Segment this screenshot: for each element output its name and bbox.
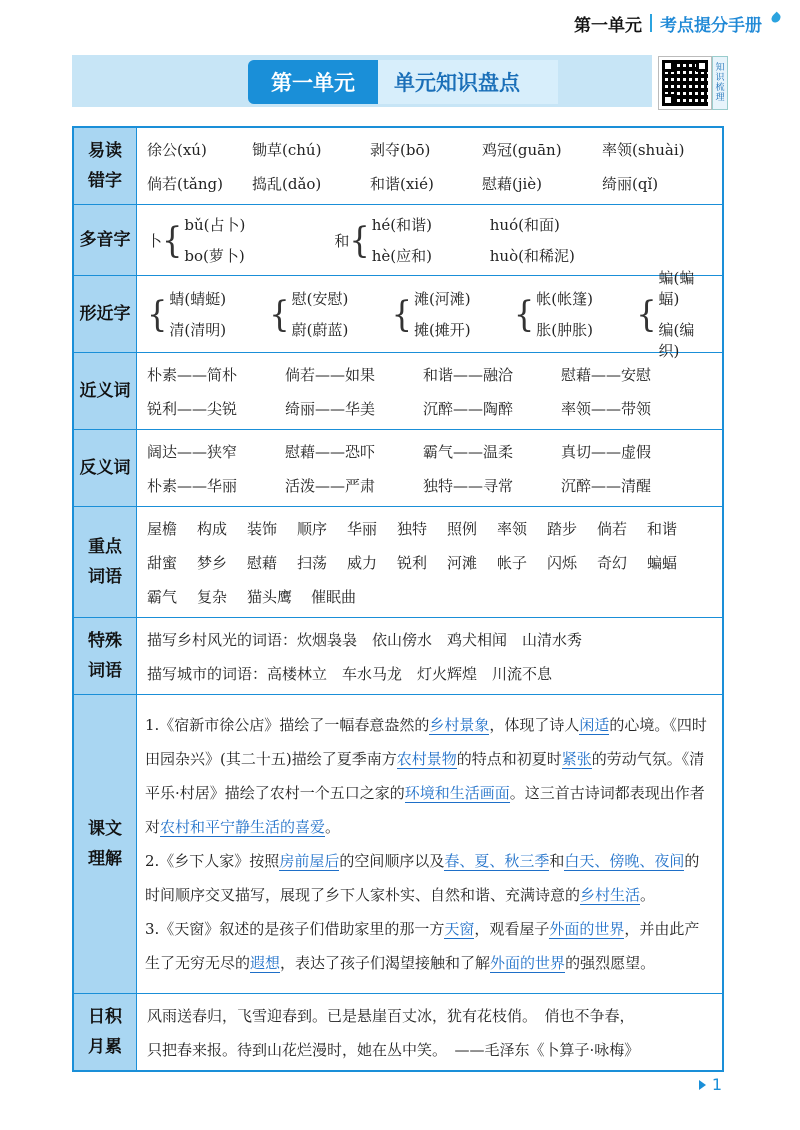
similar-pair <box>169 288 269 340</box>
label-line: 课文 <box>88 819 122 839</box>
key-word: 催眠曲 <box>311 587 357 606</box>
word-item: 倘若(tǎng) <box>147 174 223 193</box>
key-word: 梦乡 <box>197 553 228 572</box>
header-divider <box>650 14 652 32</box>
banner-unit-tab: 第一单元 <box>248 60 378 104</box>
word-row <box>147 468 712 502</box>
qr-code-icon[interactable] <box>658 56 712 110</box>
label-line: 重点 <box>88 537 122 557</box>
section-text-understanding <box>73 695 723 994</box>
word-row <box>147 391 712 425</box>
section-label: 近义词 <box>73 353 137 430</box>
polyphone-char: 和 <box>334 231 350 250</box>
paragraph-text: 。这三首古诗词都表现出作者对 <box>145 784 705 836</box>
banner-title: 单元知识盘点 <box>378 60 558 104</box>
paragraph-1 <box>145 708 714 844</box>
highlighted-answer: 农村和平宁静生活的喜爱 <box>160 818 326 836</box>
key-word: 蝙蝠 <box>647 553 678 572</box>
key-word: 踏步 <box>547 519 578 538</box>
section-label: 多音字 <box>73 205 137 276</box>
reading-stack <box>372 214 490 266</box>
key-word: 威力 <box>347 553 378 572</box>
paragraph-text: 。 <box>325 818 341 836</box>
highlighted-answer: 白天、傍晚、夜间 <box>564 852 685 870</box>
drop-icon <box>770 12 783 25</box>
section-easy-wrong <box>73 127 723 205</box>
reading-item: bo(萝卜) <box>184 247 245 265</box>
key-word: 和谐 <box>647 519 678 538</box>
brace-icon: { <box>391 293 412 335</box>
key-word: 霸气 <box>147 587 178 606</box>
paragraph-text: 的劳动气氛。《清平乐·村居》描绘了农村一个五口之家的 <box>145 750 705 802</box>
section-content <box>137 353 724 430</box>
section-label <box>73 127 137 205</box>
section-similar-form <box>73 276 723 353</box>
highlighted-answer: 紧张 <box>561 750 592 768</box>
similar-item: 蔚(蔚蓝) <box>291 321 349 339</box>
section-content <box>137 430 724 507</box>
similar-item: 蝙(蝙蝠) <box>658 269 695 308</box>
label-line: 词语 <box>88 567 122 587</box>
word-pair: 朴素——华丽 <box>147 476 238 495</box>
word-item: 徐公(xú) <box>147 140 207 159</box>
similar-pair <box>659 267 712 361</box>
section-label <box>73 507 137 618</box>
similar-item: 胀(肿胀) <box>536 321 593 339</box>
paragraph-text: 2.《乡下人家》按照 <box>145 852 280 870</box>
paragraph-text: 的强烈愿望。 <box>565 954 656 972</box>
section-key-words <box>73 507 723 618</box>
word-pair: 率领——带领 <box>561 399 652 418</box>
word-item: 剥夺(bō) <box>370 140 431 159</box>
word-pair: 活泼——严肃 <box>285 476 376 495</box>
word-row <box>147 434 712 468</box>
label-line: 日积 <box>88 1007 122 1027</box>
paragraph-text: ，观看屋子 <box>474 920 550 938</box>
reading-stack <box>184 214 324 266</box>
highlighted-answer: 乡村生活 <box>580 886 641 904</box>
qr-label: 知识梳理 <box>712 56 728 110</box>
similar-pair <box>536 288 636 340</box>
reading-item: bǔ(占卜) <box>184 216 246 234</box>
word-pair: 沉醉——清醒 <box>561 476 652 495</box>
key-word: 帐子 <box>497 553 528 572</box>
paragraph-text: 的特点和初夏时 <box>456 750 562 768</box>
page-number <box>699 1075 722 1094</box>
label-line: 错字 <box>88 171 122 191</box>
header-book-title: 考点提分手册 <box>660 15 762 36</box>
section-label <box>73 695 137 994</box>
paragraph-text: ，并由此产生了无穷无尽的 <box>145 920 700 972</box>
brace-icon: { <box>162 219 183 261</box>
polyphone-char: 卜 <box>147 231 163 250</box>
key-word: 扫荡 <box>297 553 328 572</box>
section-content <box>137 994 724 1072</box>
section-label <box>73 618 137 695</box>
section-antonyms <box>73 430 723 507</box>
highlighted-answer: 天窗 <box>444 920 475 938</box>
key-word: 倘若 <box>597 519 628 538</box>
word-row <box>147 357 712 391</box>
header-unit: 第一单元 <box>574 15 642 36</box>
key-word: 锐利 <box>397 553 428 572</box>
brace-icon: { <box>513 293 535 335</box>
page-header <box>574 8 780 38</box>
paragraph-text: 和 <box>549 852 565 870</box>
word-pair: 和谐——融洽 <box>423 365 514 384</box>
word-pair: 倘若——如果 <box>285 365 376 384</box>
special-line: 描写城市的词语：高楼林立 车水马龙 灯火辉煌 川流不息 <box>147 664 553 683</box>
key-word: 猫头鹰 <box>247 587 293 606</box>
label-line: 词语 <box>88 661 122 681</box>
word-pair: 慰藉——恐吓 <box>285 442 376 461</box>
reading-item: huó(和面) <box>489 216 560 234</box>
word-pair: 沉醉——陶醉 <box>423 399 514 418</box>
highlighted-answer: 外面的世界 <box>549 920 625 938</box>
word-pair: 独特——寻常 <box>423 476 514 495</box>
section-content <box>137 507 724 618</box>
word-pair: 霸气——温柔 <box>423 442 514 461</box>
word-row <box>147 511 712 545</box>
similar-pair <box>414 288 514 340</box>
similar-pair <box>292 288 392 340</box>
key-word: 奇幻 <box>597 553 628 572</box>
key-word: 屋檐 <box>147 519 178 538</box>
poem-line: 风雨送春归，飞雪迎春到。已是悬崖百丈冰，犹有花枝俏。 俏也不争春， <box>147 1006 635 1025</box>
highlighted-answer: 外面的世界 <box>490 954 566 972</box>
similar-item: 帐(帐篷) <box>536 290 593 308</box>
brace-icon: { <box>147 293 168 335</box>
paragraph-text: 的心境。《四时田园杂兴》(其二十五)描绘了夏季南方 <box>145 716 707 768</box>
label-line: 理解 <box>88 849 122 869</box>
paragraph-text: ，体现了诗人 <box>489 716 580 734</box>
similar-item: 蜻(蜻蜓) <box>169 290 227 308</box>
key-word: 河滩 <box>447 553 478 572</box>
word-item: 慰藉(jiè) <box>482 174 543 193</box>
key-word: 构成 <box>197 519 228 538</box>
word-pair: 阔达——狭窄 <box>147 442 238 461</box>
highlighted-answer: 乡村景象 <box>429 716 490 734</box>
highlighted-answer: 环境和生活画面 <box>404 784 510 802</box>
knowledge-table <box>72 126 724 1072</box>
section-content <box>137 205 724 276</box>
word-item: 和谐(xié) <box>370 174 434 193</box>
brace-icon: { <box>349 219 370 261</box>
section-synonyms <box>73 353 723 430</box>
section-special-words <box>73 618 723 695</box>
word-row <box>147 579 712 613</box>
similar-item: 编(编织) <box>658 321 695 360</box>
reading-item: hé(和谐) <box>371 216 432 234</box>
highlighted-answer: 闲适 <box>579 716 610 734</box>
label-line: 特殊 <box>88 631 122 651</box>
paragraph-text: 3.《天窗》叙述的是孩子们借助家里的那一方 <box>145 920 445 938</box>
section-label: 反义词 <box>73 430 137 507</box>
word-pair: 朴素——简朴 <box>147 365 238 384</box>
key-word: 复杂 <box>197 587 228 606</box>
triangle-icon <box>699 1080 706 1090</box>
section-accumulation <box>73 994 723 1072</box>
word-item: 鸡冠(guān) <box>482 140 562 159</box>
section-content <box>137 618 724 695</box>
paragraph-2 <box>145 844 714 912</box>
reading-item: hè(应和) <box>371 247 432 265</box>
word-pair: 真切——虚假 <box>561 442 652 461</box>
label-line: 月累 <box>88 1037 122 1057</box>
polyphone-row <box>147 209 712 271</box>
brace-icon: { <box>636 293 657 335</box>
word-item: 锄草(chú) <box>252 140 322 159</box>
poem-line: 只把春来报。待到山花烂漫时，她在丛中笑。 ——毛泽东《卜算子·咏梅》 <box>147 1040 640 1059</box>
page-number-text: 1 <box>711 1075 722 1094</box>
key-word: 甜蜜 <box>147 553 178 572</box>
word-pair: 锐利——尖锐 <box>147 399 238 418</box>
word-item: 捣乱(dǎo) <box>252 174 322 193</box>
key-word: 华丽 <box>347 519 378 538</box>
similar-row <box>147 269 712 360</box>
similar-item: 慰(安慰) <box>291 290 349 308</box>
reading-item: huò(和稀泥) <box>489 247 575 265</box>
highlighted-answer: 遐想 <box>250 954 281 972</box>
section-label: 形近字 <box>73 276 137 353</box>
key-word: 顺序 <box>297 519 328 538</box>
paragraph-text: 的时间顺序交叉描写，展现了乡下人家朴实、自然和谐、充满诗意的 <box>145 852 700 904</box>
reading-stack <box>490 214 575 266</box>
section-polyphone <box>73 205 723 276</box>
word-row <box>147 545 712 579</box>
similar-item: 清(清明) <box>169 321 227 339</box>
paragraph-text: 。 <box>640 886 656 904</box>
paragraph-text: ，表达了孩子们渴望接触和了解 <box>280 954 491 972</box>
word-row <box>147 132 712 166</box>
key-word: 装饰 <box>247 519 278 538</box>
paragraph-text: 1.《宿新市徐公店》描绘了一幅春意盎然的 <box>145 716 430 734</box>
key-word: 闪烁 <box>547 553 578 572</box>
section-content <box>137 695 724 994</box>
similar-item: 摊(摊开) <box>413 321 471 339</box>
highlighted-answer: 春、夏、秋三季 <box>444 852 550 870</box>
key-word: 独特 <box>397 519 428 538</box>
section-label <box>73 994 137 1072</box>
highlighted-answer: 房前屋后 <box>279 852 340 870</box>
special-line: 描写乡村风光的词语：炊烟袅袅 依山傍水 鸡犬相闻 山清水秀 <box>147 630 583 649</box>
word-pair: 绮丽——华美 <box>285 399 376 418</box>
word-pair: 慰藉——安慰 <box>561 365 652 384</box>
key-word: 照例 <box>447 519 478 538</box>
key-word: 慰藉 <box>247 553 278 572</box>
section-content <box>137 269 724 360</box>
section-content <box>137 127 724 205</box>
similar-item: 滩(河滩) <box>413 290 471 308</box>
label-line: 易读 <box>88 141 122 161</box>
word-item: 率领(shuài) <box>602 140 685 159</box>
word-row <box>147 166 712 200</box>
key-word: 率领 <box>497 519 528 538</box>
word-item: 绮丽(qǐ) <box>602 174 659 193</box>
paragraph-text: 的空间顺序以及 <box>339 852 445 870</box>
paragraph-3 <box>145 912 714 980</box>
highlighted-answer: 农村景物 <box>396 750 457 768</box>
brace-icon: { <box>269 293 290 335</box>
